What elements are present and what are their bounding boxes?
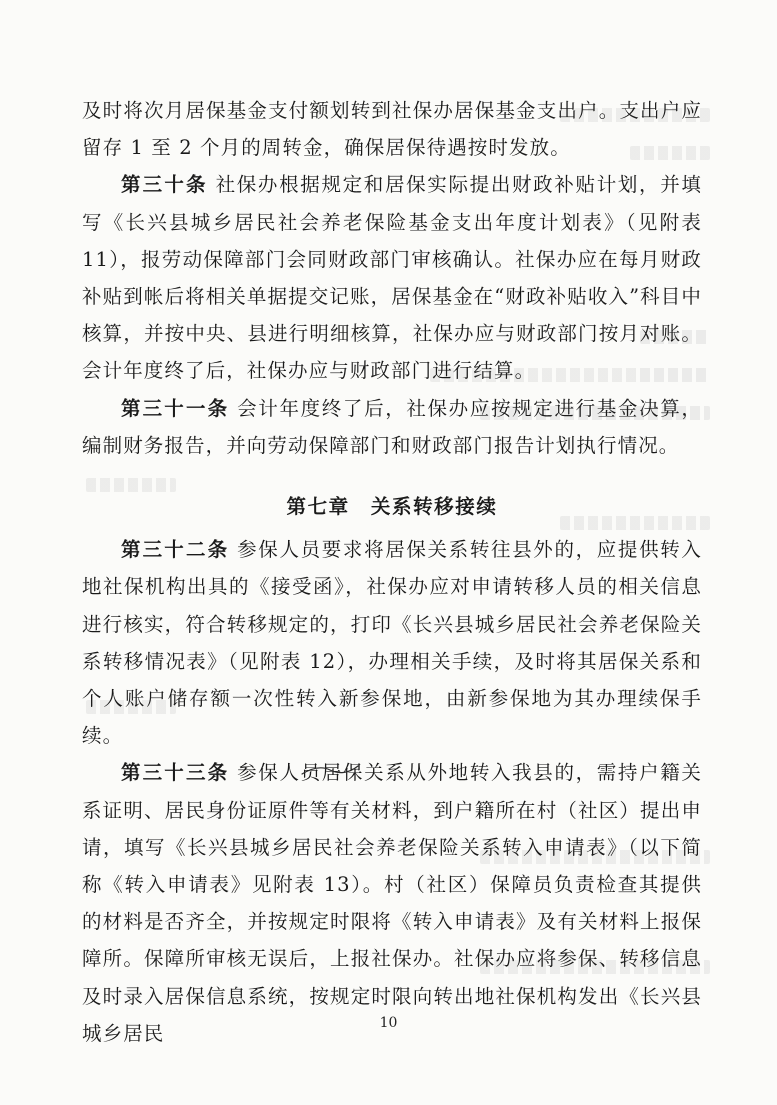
article-30 [82, 166, 702, 389]
article-number: 第三十二条 [121, 538, 230, 562]
pen-mark [300, 762, 360, 778]
paragraph-continuation [82, 92, 702, 166]
article-text: 会计年度终了后，社保办应按规定进行基金决算，编制财务报告，并向劳动保障部门和财政部门报告计划执行情况。 [82, 396, 702, 457]
article-text: 参保人员居保关系从外地转入我县的，需持户籍关系证明、居民身份证原件等有关材料，到户籍所在村（社区）提出申请，填写《长兴县城乡居民社会养老保险关系转入申请表》（以下简称《转入申请表》见附表 13）。村（社区）保障员负责检查其提供的材料是否齐全，并按规定时限将《转入申请表》及有关材料上报保障所。保障所审核无误后，上报社保办。社保办应将参保、转移信息及时录入居保信息系统，按规定时限向转出地社保机构发出《长兴县城乡居民 [82, 761, 702, 1045]
article-text: 参保人员要求将居保关系转往县外的，应提供转入地社保机构出具的《接受函》，社保办应对申请转移人员的相关信息进行核实，符合转移规定的，打印《长兴县城乡居民社会养老保险关系转移情况表》（见附表 12），办理相关手续，及时将其居保关系和个人账户储存额一次性转入新参保地，由新参保地为其办理续保手续。 [82, 538, 702, 748]
page-number: 10 [379, 1015, 398, 1031]
article-text: 社保办根据规定和居保实际提出财政补贴计划，并填写《长兴县城乡居民社会养老保险基金支出年度计划表》（见附表 11），报劳动保障部门会同财政部门审核确认。社保办应在每月财政补贴到帐后将相关单据提交记账，居保基金在“财政补贴收入”科目中核算，并按中央、县进行明细核算，社保办应与财政部门按月对账。会计年度终了后，社保办应与财政部门进行结算。 [82, 173, 702, 383]
document-body [82, 92, 702, 1052]
article-33 [82, 754, 702, 1052]
article-number: 第三十一条 [121, 396, 230, 420]
article-number: 第三十三条 [121, 761, 230, 785]
article-32 [82, 531, 702, 754]
paragraph-text: 及时将次月居保基金支付额划转到社保办居保基金支出户。支出户应留存 1 至 2 个月的周转金，确保居保待遇按时发放。 [82, 99, 702, 160]
chapter-title: 第七章 关系转移接续 [286, 495, 498, 519]
article-31 [82, 390, 702, 464]
article-number: 第三十条 [121, 173, 208, 197]
